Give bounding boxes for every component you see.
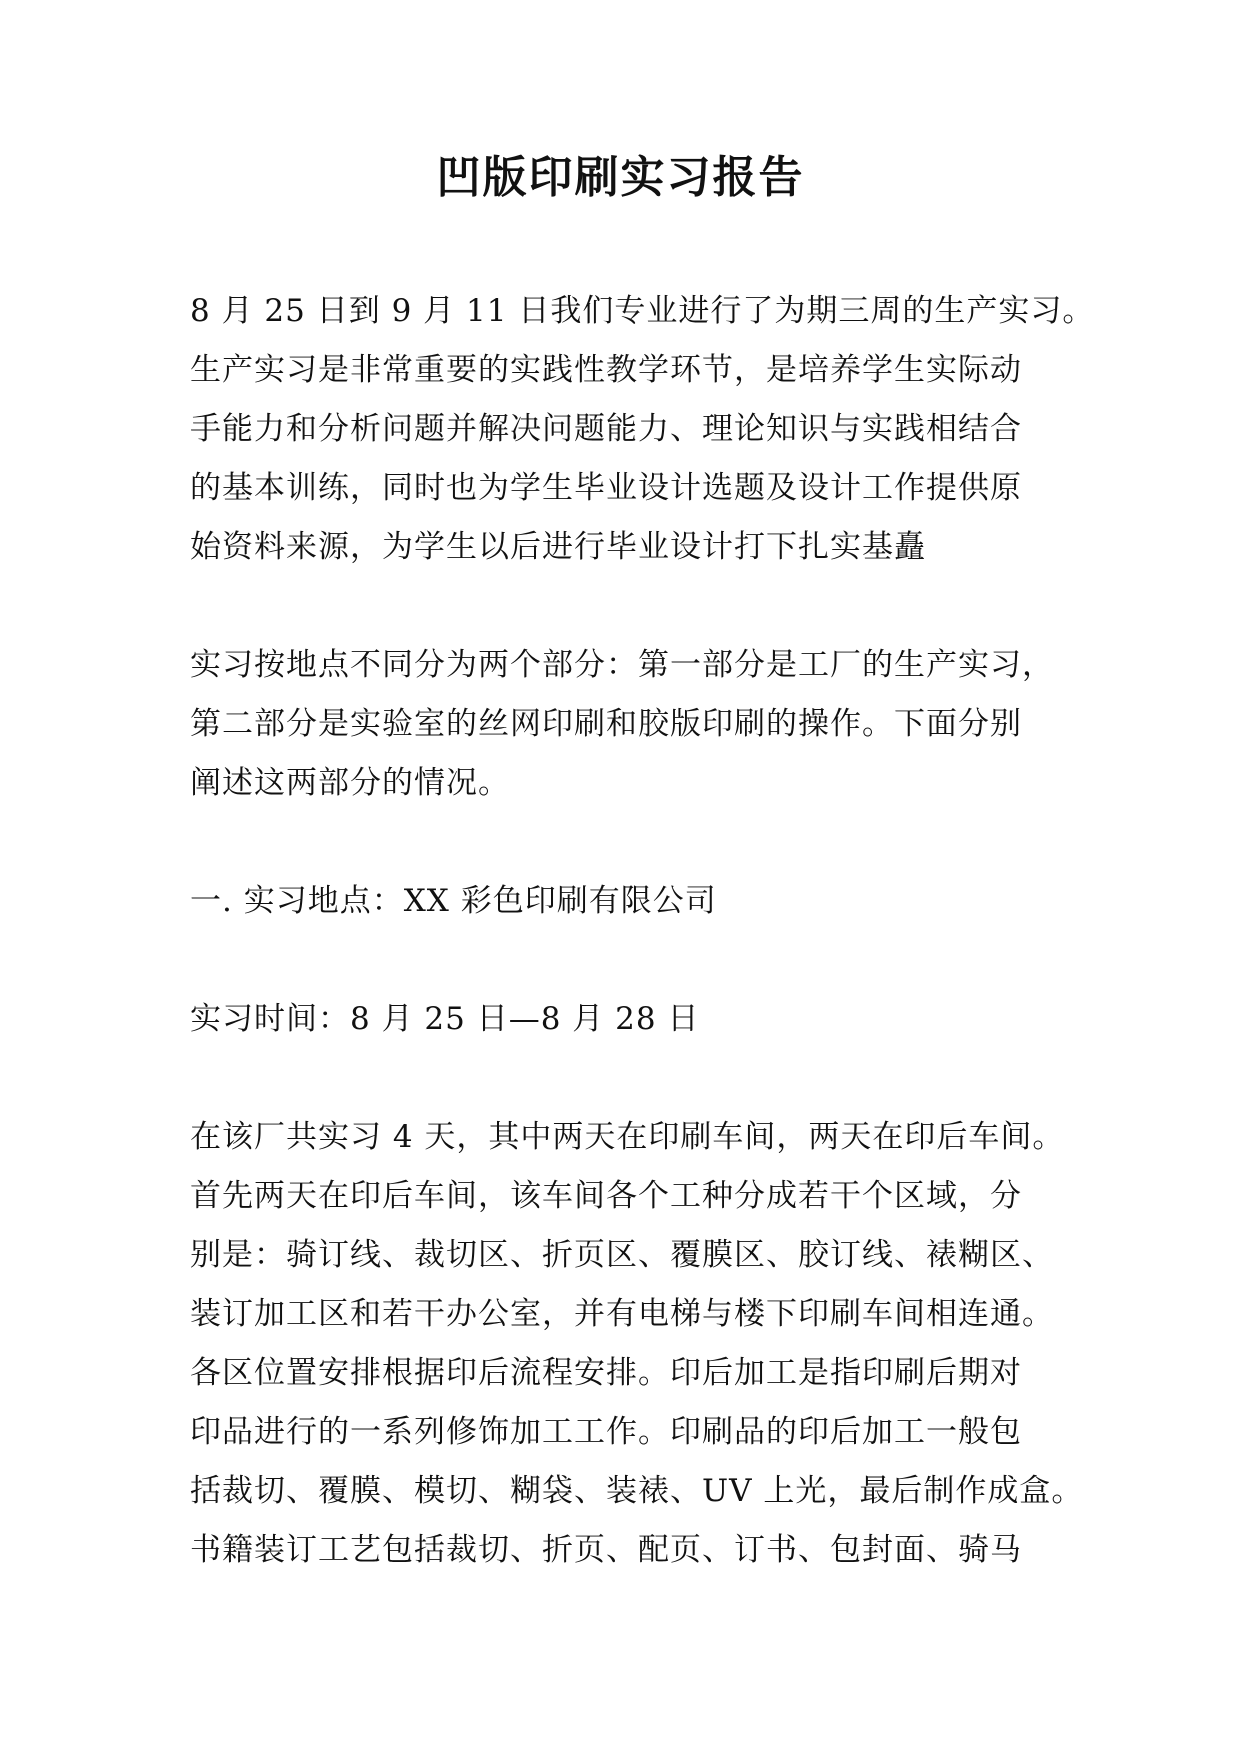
paragraph-line: 括裁切、覆膜、模切、糊袋、装裱、UV 上光，最后制作成盒。 [190,1473,1084,1509]
section-heading-location [190,872,1070,931]
paragraph-line: 在该厂共实习 4 天，其中两天在印刷车间，两天在印后车间。 [190,1119,1065,1155]
paragraph-line: 别是：骑订线、裁切区、折页区、覆膜区、胶订线、裱糊区、 [190,1237,1054,1273]
paragraph-line: 第二部分是实验室的丝网印刷和胶版印刷的操作。下面分别 [190,706,1022,742]
paragraph-line: 装订加工区和若干办公室，并有电梯与楼下印刷车间相连通。 [190,1296,1054,1332]
paragraph-overview [190,636,1070,813]
paragraph-line: 实习按地点不同分为两个部分：第一部分是工厂的生产实习， [190,647,1054,683]
paragraph-line: 始资料来源，为学生以后进行毕业设计打下扎实基矗 [190,529,926,565]
paragraph-line: 书籍装订工艺包括裁切、折页、配页、订书、包封面、骑马 [190,1532,1022,1568]
paragraph-time [190,990,1070,1049]
paragraph-line: 首先两天在印后车间，该车间各个工种分成若干个区域，分 [190,1178,1022,1214]
paragraph-line: 手能力和分析问题并解决问题能力、理论知识与实践相结合 [190,411,1022,447]
paragraph-factory-details [190,1108,1084,1580]
paragraph-line: 的基本训练，同时也为学生毕业设计选题及设计工作提供原 [190,470,1022,506]
paragraph-line: 阐述这两部分的情况。 [190,765,510,801]
paragraph-line: 一. 实习地点：XX 彩色印刷有限公司 [190,883,717,919]
paragraph-line: 生产实习是非常重要的实践性教学环节，是培养学生实际动 [190,352,1022,388]
paragraph-line: 印品进行的一系列修饰加工工作。印刷品的印后加工一般包 [190,1414,1022,1450]
paragraph-line: 实习时间：8 月 25 日—8 月 28 日 [190,1001,700,1037]
paragraph-line: 8 月 25 日到 9 月 11 日我们专业进行了为期三周的生产实习。 [190,293,1095,329]
paragraph-intro [190,282,1095,577]
document-title: 凹版印刷实习报告 [436,152,805,203]
paragraph-line: 各区位置安排根据印后流程安排。印后加工是指印刷后期对 [190,1355,1022,1391]
document-body [190,282,1095,1580]
